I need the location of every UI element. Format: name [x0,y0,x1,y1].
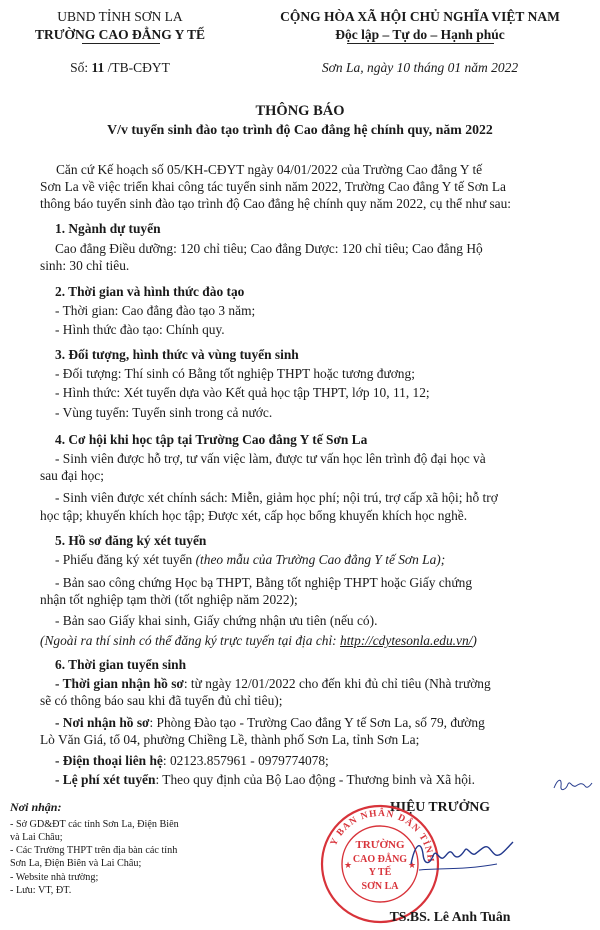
section-6-item-4: - Lệ phí xét tuyển: Theo quy định của Bộ Lao động - Thương binh và Xã hội. [55,772,475,787]
section-5-item-1: - Phiếu đăng ký xét tuyển (theo mẫu của Trường Cao đẳng Y tế Sơn La); [55,552,446,567]
section-6-item-3: - Điện thoại liên hệ: 02123.857961 - 0979774078; [55,753,329,768]
section-5-item-3: - Bản sao Giấy khai sinh, Giấy chứng nhận ưu tiên (nếu có). [55,613,378,628]
section-3-heading: 3. Đối tượng, hình thức và vùng tuyển sinh [55,347,299,362]
section-4-item-2-line-2: học tập; khuyến khích học tập; Được xét, cấp học bổng khuyến khích học nghề. [40,508,468,523]
section-2-heading: 2. Thời gian và hình thức đào tạo [55,284,245,299]
section-4-heading: 4. Cơ hội khi học tập tại Trường Cao đẳng Y tế Sơn La [55,432,368,447]
stamp-line-2: CAO ĐẲNG [352,854,408,865]
stamp-ring-text: Y BAN NHÂN DÂN TỈNH [328,808,436,864]
section-6-heading: 6. Thời gian tuyển sinh [55,657,187,672]
recipient-line: - Các Trường THPT trên địa bàn các tỉnh [10,845,178,857]
section-2-item-2: - Hình thức đào tạo: Chính quy. [55,322,225,337]
section-6-item-2-line-1: - Nơi nhận hồ sơ: Phòng Đào tạo - Trường Cao đẳng Y tế Sơn La, số 79, đường [55,715,485,730]
recipient-line: - Website nhà trường; [10,871,99,883]
place-date: Sơn La, ngày 10 tháng 01 năm 2022 [321,60,519,76]
section-1-line-1: Cao đẳng Điều dưỡng: 120 chỉ tiêu; Cao đẳng Dược: 120 chỉ tiêu; Cao đẳng Hộ [55,241,483,256]
section-2-item-1: - Thời gian: Cao đẳng đào tạo 3 năm; [55,303,256,318]
header-right [240,8,600,77]
stamp-line-1: TRƯỜNG [355,839,405,851]
stamp-line-3: Y TẾ [368,867,392,878]
header-right-rule [347,43,494,44]
nation-title: CỘNG HÒA XÃ HỘI CHỦ NGHĨA VIỆT NAM [280,9,560,24]
recipient-line: Sơn La, Điện Biên và Lai Châu; [10,858,142,870]
signer-name: TS.BS. Lê Anh Tuân [389,909,511,924]
signer-position: HIỆU TRƯỞNG [389,799,491,814]
section-3-item-2: - Hình thức: Xét tuyển dựa vào Kết quả học tập THPT, lớp 10, 11, 12; [55,385,430,400]
intro-line-2: Sơn La về việc triển khai công tác tuyển sinh năm 2022, Trường Cao đẳng Y tế Sơn La [40,179,506,194]
stamp-star-icon: ★ [343,860,353,870]
section-1-heading: 1. Ngành dự tuyển [55,221,161,236]
section-3-item-1: - Đối tượng: Thí sinh có Bằng tốt nghiệp THPT hoặc tương đương; [55,366,415,381]
org-parent: UBND TỈNH SƠN LA [57,9,183,24]
section-3-item-3: - Vùng tuyển: Tuyển sinh trong cả nước. [55,405,273,420]
recipients-block [10,800,250,897]
intro-line-3: thông báo tuyển sinh đào tạo trình độ Cao đẳng hệ chính quy năm 2022, cụ thể như sau: [40,196,512,211]
section-4-item-1-line-1: - Sinh viên được hỗ trợ, tư vấn việc làm, được tư vấn học lên trình độ đại học và [55,451,486,466]
section-6-item-1-line-2: sẽ có thông báo sau khi đã tuyển đủ chỉ tiêu); [40,693,283,708]
doc-number: Số: 11 /TB-CĐYT [70,60,170,76]
section-5-item-2-line-2: nhận tốt nghiệp tạm thời (tốt nghiệp năm 2022); [40,592,298,607]
website-link[interactable]: http://cdytesonla.edu.vn/ [340,633,473,648]
section-5-item-2-line-1: - Bản sao công chứng Học bạ THPT, Bằng tốt nghiệp THPT hoặc Giấy chứng [55,575,473,590]
section-6-item-2-line-2: Lò Văn Giá, tổ 04, phường Chiềng Lề, thành phố Sơn La, tỉnh Sơn La; [40,732,420,747]
section-4-item-1-line-2: sau đại học; [40,468,104,483]
section-5-heading: 5. Hồ sơ đăng ký xét tuyển [55,533,207,548]
stamp-line-4: SƠN LA [361,881,399,892]
stamp-star-icon: ★ [407,860,417,870]
section-4-item-2-line-1: - Sinh viên được xét chính sách: Miễn, giảm học phí; nội trú, trợ cấp xã hội; hỗ trợ [55,490,498,505]
recipients-title: Nơi nhận: [10,800,62,814]
header-left [0,8,240,77]
initials-scribble [552,774,594,796]
doc-subtitle: V/v tuyển sinh đào tạo trình độ Cao đẳng hệ chính quy, năm 2022 [107,122,493,137]
section-5-note: (Ngoài ra thí sinh có thể đăng ký trực tuyến tại địa chỉ: http://cdytesonla.edu.vn/) [40,633,477,648]
org-name: TRƯỜNG CAO ĐẲNG Y TẾ [34,26,205,42]
recipient-line: - Lưu: VT, ĐT. [10,884,72,896]
recipient-line: và Lai Châu; [10,831,63,843]
header-left-rule [82,43,160,44]
motto: Độc lập – Tự do – Hạnh phúc [335,26,505,42]
section-1-line-2: sinh: 30 chỉ tiêu. [40,258,130,273]
intro-line-1: Căn cứ Kế hoạch số 05/KH-CĐYT ngày 04/01/2022 của Trường Cao đẳng Y tế [56,162,483,177]
handwritten-signature [405,834,515,880]
section-6-item-1-line-1: - Thời gian nhận hồ sơ: từ ngày 12/01/2022 cho đến khi đủ chỉ tiêu (Nhà trường [55,676,491,691]
doc-title: THÔNG BÁO [255,103,345,119]
recipient-line: - Sở GD&ĐT các tỉnh Sơn La, Điện Biên [10,818,179,830]
